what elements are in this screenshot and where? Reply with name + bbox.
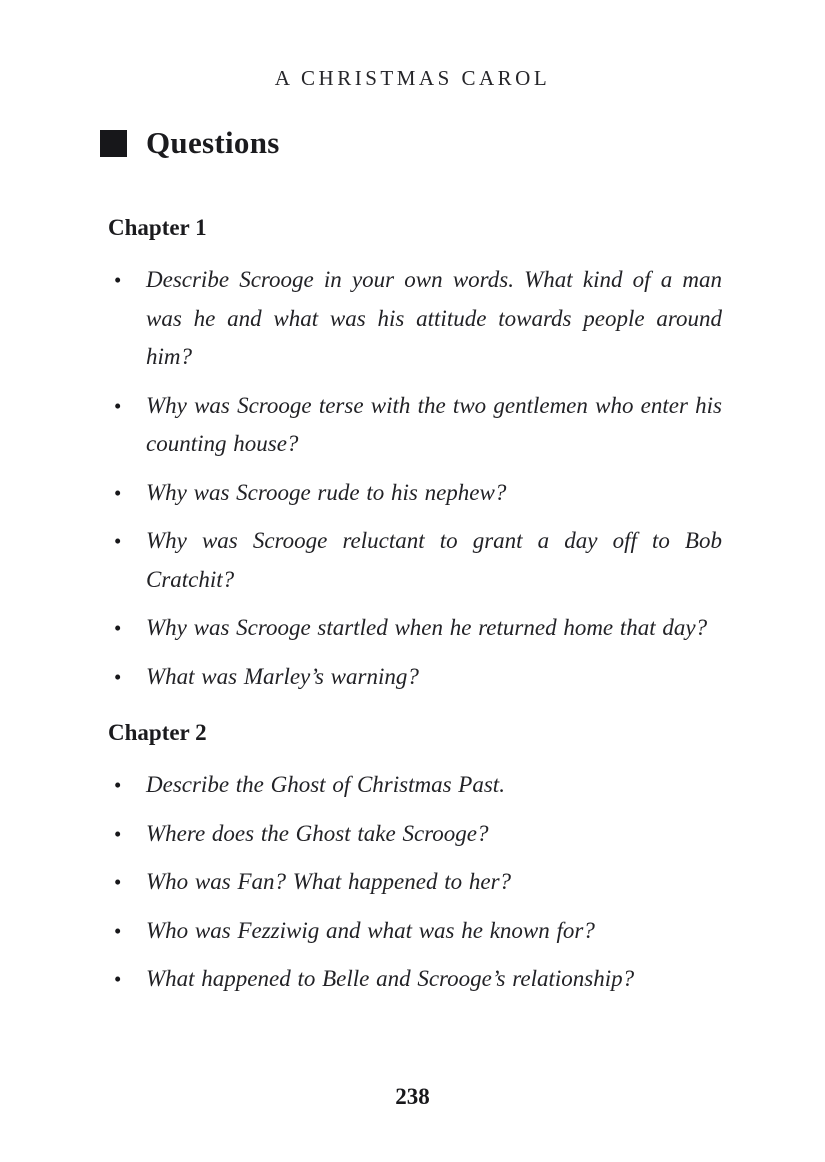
question-text: Why was Scrooge startled when he returned home that day? bbox=[146, 615, 708, 640]
question-text: Why was Scrooge reluctant to grant a day off to Bob Cratchit? bbox=[146, 528, 722, 592]
question-item bbox=[112, 815, 722, 854]
bullet-icon: • bbox=[114, 616, 122, 640]
question-text: What happened to Belle and Scrooge’s relationship? bbox=[146, 966, 635, 991]
question-item bbox=[112, 387, 722, 464]
black-square-icon bbox=[100, 130, 127, 157]
question-item bbox=[112, 960, 722, 999]
bullet-icon: • bbox=[114, 393, 122, 418]
question-text: Why was Scrooge rude to his nephew? bbox=[146, 479, 507, 505]
question-text: Why was Scrooge terse with the two gentlemen who enter his counting house? bbox=[146, 392, 722, 456]
section-title: Questions bbox=[146, 125, 280, 160]
bullet-icon: • bbox=[114, 480, 122, 505]
question-text: Where does the Ghost take Scrooge? bbox=[146, 820, 489, 846]
chapter-2-heading: Chapter 2 bbox=[108, 720, 207, 745]
question-text: Who was Fezziwig and what was he known for? bbox=[146, 917, 595, 943]
question-item bbox=[112, 863, 722, 902]
question-text: Describe Scrooge in your own words. What kind of a man was he and what was his attitude towards people around him? bbox=[146, 267, 722, 369]
running-head: A CHRISTMAS CAROL bbox=[274, 66, 551, 90]
bullet-icon: • bbox=[114, 664, 122, 689]
bullet-icon: • bbox=[114, 529, 122, 553]
question-text: What was Marley’s warning? bbox=[146, 663, 419, 689]
page-number: 238 bbox=[395, 1084, 430, 1109]
question-item bbox=[112, 658, 722, 697]
question-item bbox=[112, 766, 722, 805]
bullet-icon: • bbox=[114, 918, 122, 943]
section-heading bbox=[100, 125, 825, 161]
bullet-icon: • bbox=[114, 821, 122, 846]
question-text: Describe the Ghost of Christmas Past. bbox=[146, 772, 505, 797]
chapter-1-heading: Chapter 1 bbox=[108, 215, 207, 240]
bullet-icon: • bbox=[114, 967, 122, 991]
chapter-2-question-list bbox=[112, 766, 722, 999]
bullet-icon: • bbox=[114, 870, 122, 894]
question-item bbox=[112, 912, 722, 951]
question-item bbox=[112, 474, 722, 513]
bullet-icon: • bbox=[114, 773, 122, 797]
question-text: Who was Fan? What happened to her? bbox=[146, 869, 512, 894]
question-item bbox=[112, 522, 722, 599]
question-item bbox=[112, 609, 722, 648]
bullet-icon: • bbox=[114, 268, 122, 292]
chapter-1-question-list bbox=[112, 261, 722, 696]
question-item bbox=[112, 261, 722, 377]
